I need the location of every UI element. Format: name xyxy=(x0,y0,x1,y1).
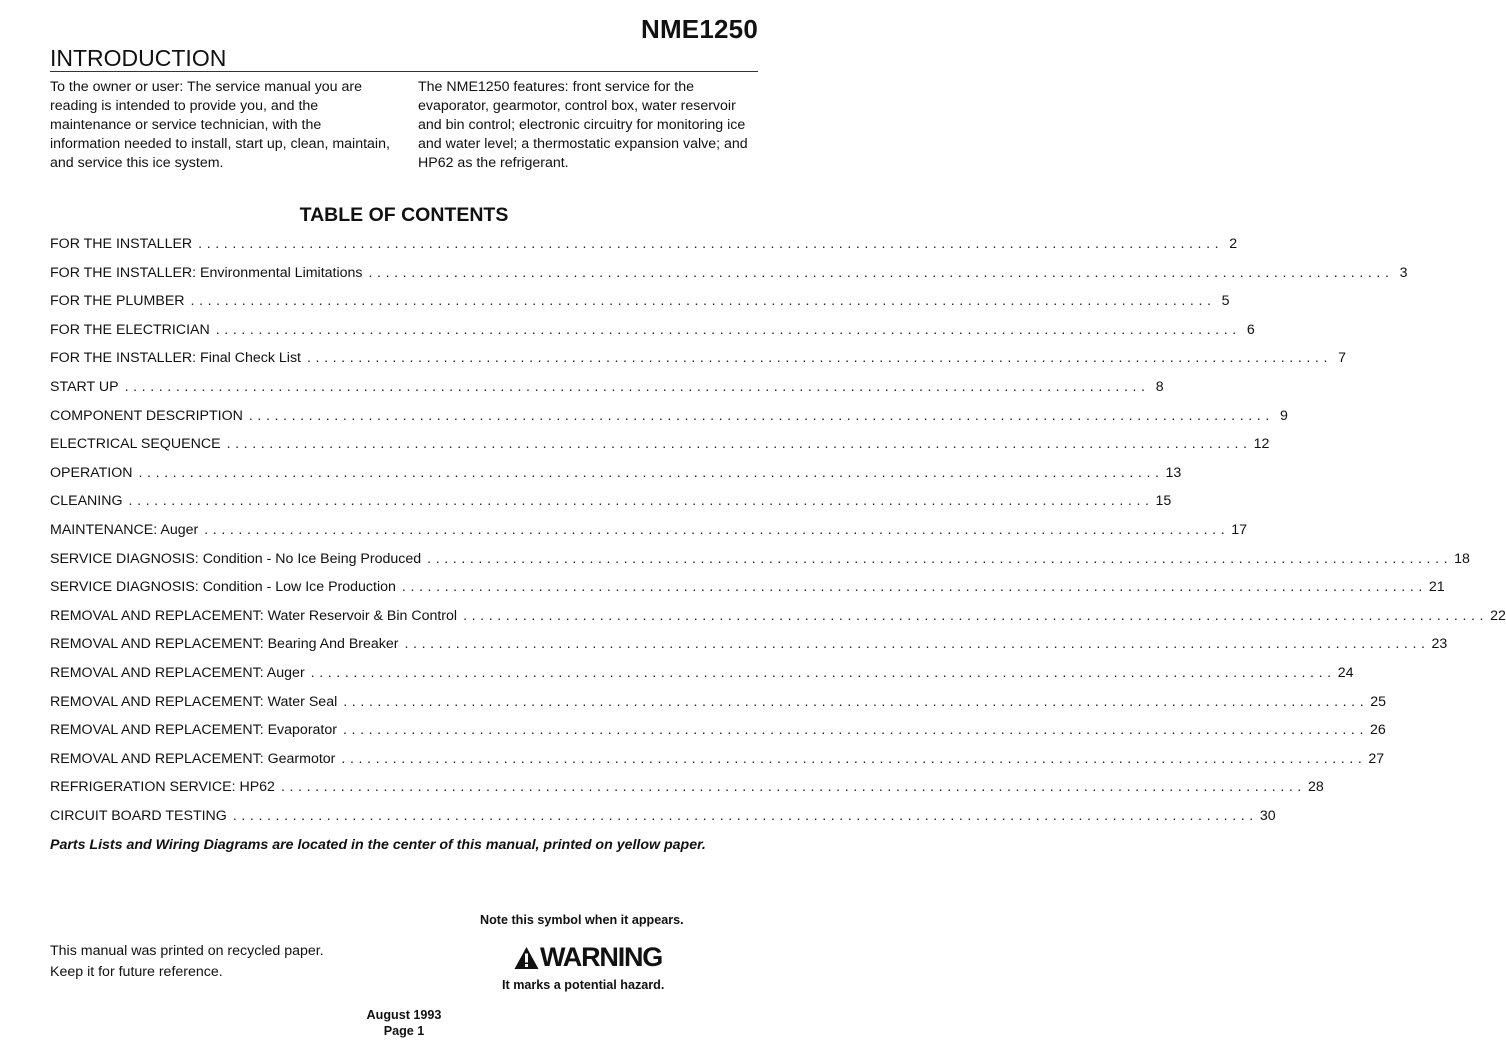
toc-entry-label: REMOVAL AND REPLACEMENT: Auger xyxy=(50,664,305,681)
toc-leader-dots: ........................................................................................................................ xyxy=(404,636,1430,653)
toc-entry xyxy=(50,350,1346,379)
toc-entry xyxy=(50,521,1248,551)
toc-leader-dots: ........................................................................................................................ xyxy=(280,779,1306,796)
recycle-line-1: This manual was printed on recycled paper. xyxy=(50,943,324,959)
toc-leader-dots: ........................................................................................................................ xyxy=(248,407,1274,424)
toc-entry-label: SERVICE DIAGNOSIS: Condition - No Ice Being Produced xyxy=(50,550,422,567)
hazard-note: It marks a potential hazard. xyxy=(502,978,665,992)
toc-entry-page: 13 xyxy=(1165,464,1182,481)
footer-date: August 1993 xyxy=(366,1008,442,1022)
toc-entry xyxy=(50,436,1270,465)
toc-entry xyxy=(50,807,1276,837)
toc-entry-page: 9 xyxy=(1280,407,1288,424)
toc-leader-dots: ........................................................................................................................ xyxy=(463,607,1489,624)
table-of-contents xyxy=(50,236,1506,836)
toc-entry xyxy=(50,407,1288,437)
recycle-line-2: Keep it for future reference. xyxy=(50,964,223,980)
toc-entry xyxy=(50,750,1385,780)
toc-entry-label: REMOVAL AND REPLACEMENT: Evaporator xyxy=(50,722,337,739)
toc-entry-label: CIRCUIT BOARD TESTING xyxy=(50,807,227,824)
toc-leader-dots: ........................................................................................................................ xyxy=(306,350,1332,367)
toc-entry-page: 18 xyxy=(1454,550,1470,567)
toc-entry-page: 25 xyxy=(1370,693,1387,710)
toc-leader-dots: ........................................................................................................................ xyxy=(343,722,1369,739)
toc-entry-page: 2 xyxy=(1229,236,1238,252)
parts-note: Parts Lists and Wiring Diagrams are located in the center of this manual, printed on yellow paper. xyxy=(50,837,706,853)
recycle-note xyxy=(50,941,324,983)
toc-entry-page: 6 xyxy=(1246,321,1255,338)
symbol-note: Note this symbol when it appears. xyxy=(480,913,684,927)
toc-entry-label: REMOVAL AND REPLACEMENT: Water Seal xyxy=(50,693,338,710)
toc-entry-page: 5 xyxy=(1221,293,1230,310)
toc-entry-label: FOR THE INSTALLER xyxy=(50,236,193,252)
toc-leader-dots: ........................................................................................................................ xyxy=(215,321,1241,338)
toc-entry-page: 30 xyxy=(1259,807,1276,824)
toc-entry-page: 12 xyxy=(1253,436,1270,453)
toc-leader-dots: ........................................................................................................................ xyxy=(343,693,1369,710)
toc-leader-dots: ........................................................................................................................ xyxy=(204,521,1230,538)
toc-leader-dots: ........................................................................................................................ xyxy=(368,264,1394,281)
title-rule xyxy=(50,71,758,72)
toc-entry-page: 3 xyxy=(1399,264,1408,281)
toc-leader-dots: ........................................................................................................................ xyxy=(128,493,1154,510)
toc-entry-label: FOR THE INSTALLER: Final Check List xyxy=(50,350,301,367)
toc-entry-page: 28 xyxy=(1307,779,1324,796)
model-number: NME1250 xyxy=(640,14,758,44)
toc-entry xyxy=(50,779,1324,808)
toc-entry-label: FOR THE ELECTRICIAN xyxy=(50,321,210,338)
toc-leader-dots: ........................................................................................................................ xyxy=(401,579,1427,596)
toc-leader-dots: ........................................................................................................................ xyxy=(226,436,1252,453)
toc-entry-label: MAINTENANCE: Auger xyxy=(50,521,199,538)
toc-entry xyxy=(50,236,1238,265)
toc-entry-label: START UP xyxy=(50,378,119,395)
toc-entry-label: REMOVAL AND REPLACEMENT: Bearing And Breaker xyxy=(50,636,399,653)
toc-entry-page: 15 xyxy=(1155,493,1172,510)
toc-entry xyxy=(50,493,1172,522)
toc-entry-page: 22 xyxy=(1490,607,1506,624)
toc-entry-page: 24 xyxy=(1337,664,1354,681)
toc-entry-label: FOR THE PLUMBER xyxy=(50,293,185,310)
toc-entry-page: 27 xyxy=(1368,750,1385,767)
toc-entry xyxy=(50,464,1182,494)
toc-entry xyxy=(50,579,1445,608)
toc-entry xyxy=(50,550,1470,580)
toc-leader-dots: ........................................................................................................................ xyxy=(341,750,1367,767)
warning-label xyxy=(514,942,662,973)
toc-entry-page: 7 xyxy=(1338,350,1346,367)
toc-leader-dots: ........................................................................................................................ xyxy=(427,550,1453,567)
toc-leader-dots: ........................................................................................................................ xyxy=(198,236,1224,252)
toc-leader-dots: ........................................................................................................................ xyxy=(190,293,1216,310)
warning-triangle-icon xyxy=(514,946,539,970)
toc-entry-label: SERVICE DIAGNOSIS: Condition - Low Ice Production xyxy=(50,579,396,596)
warning-text: WARNING xyxy=(540,942,663,972)
toc-title: TABLE OF CONTENTS xyxy=(299,204,509,226)
toc-entry xyxy=(50,264,1408,294)
toc-entry xyxy=(50,378,1164,408)
toc-entry-label: REMOVAL AND REPLACEMENT: Water Reservoir & Bin Control xyxy=(50,607,458,624)
toc-entry xyxy=(50,722,1386,751)
toc-entry-label: OPERATION xyxy=(50,464,133,481)
toc-leader-dots: ........................................................................................................................ xyxy=(310,664,1336,681)
toc-entry-page: 23 xyxy=(1431,636,1448,653)
toc-entry-label: ELECTRICAL SEQUENCE xyxy=(50,436,221,453)
toc-leader-dots: ........................................................................................................................ xyxy=(232,807,1258,824)
toc-entry xyxy=(50,293,1230,322)
toc-entry-label: REFRIGERATION SERVICE: HP62 xyxy=(50,779,275,796)
footer-page: Page 1 xyxy=(383,1024,425,1038)
toc-entry-label: FOR THE INSTALLER: Environmental Limitations xyxy=(50,264,363,281)
toc-entry-page: 8 xyxy=(1155,378,1164,395)
toc-entry-page: 21 xyxy=(1428,579,1445,596)
toc-entry xyxy=(50,607,1506,637)
toc-leader-dots: ........................................................................................................................ xyxy=(138,464,1164,481)
toc-entry xyxy=(50,693,1387,723)
toc-entry-page: 17 xyxy=(1231,521,1248,538)
intro-left-paragraph: To the owner or user: The service manual you are reading is intended to provide you, and the maintenance or service technician, with the information needed to install, start up, clean, maintain, and service this ice system. xyxy=(50,79,390,171)
toc-entry xyxy=(50,321,1255,351)
toc-leader-dots: ........................................................................................................................ xyxy=(124,378,1150,395)
toc-entry xyxy=(50,664,1354,694)
toc-entry xyxy=(50,636,1448,665)
page-footer xyxy=(0,1007,808,1039)
toc-entry-label: COMPONENT DESCRIPTION xyxy=(50,407,243,424)
toc-entry-label: REMOVAL AND REPLACEMENT: Gearmotor xyxy=(50,750,336,767)
section-title: INTRODUCTION xyxy=(50,45,227,71)
toc-entry-label: CLEANING xyxy=(50,493,123,510)
intro-right-paragraph: The NME1250 features: front service for the evaporator, gearmotor, control box, water reservoir and bin control; electronic circuitry for monitoring ice and water level; a thermostatic expansion valve; and HP62 as the refrigerant. xyxy=(418,79,748,171)
toc-entry-page: 26 xyxy=(1370,722,1386,739)
